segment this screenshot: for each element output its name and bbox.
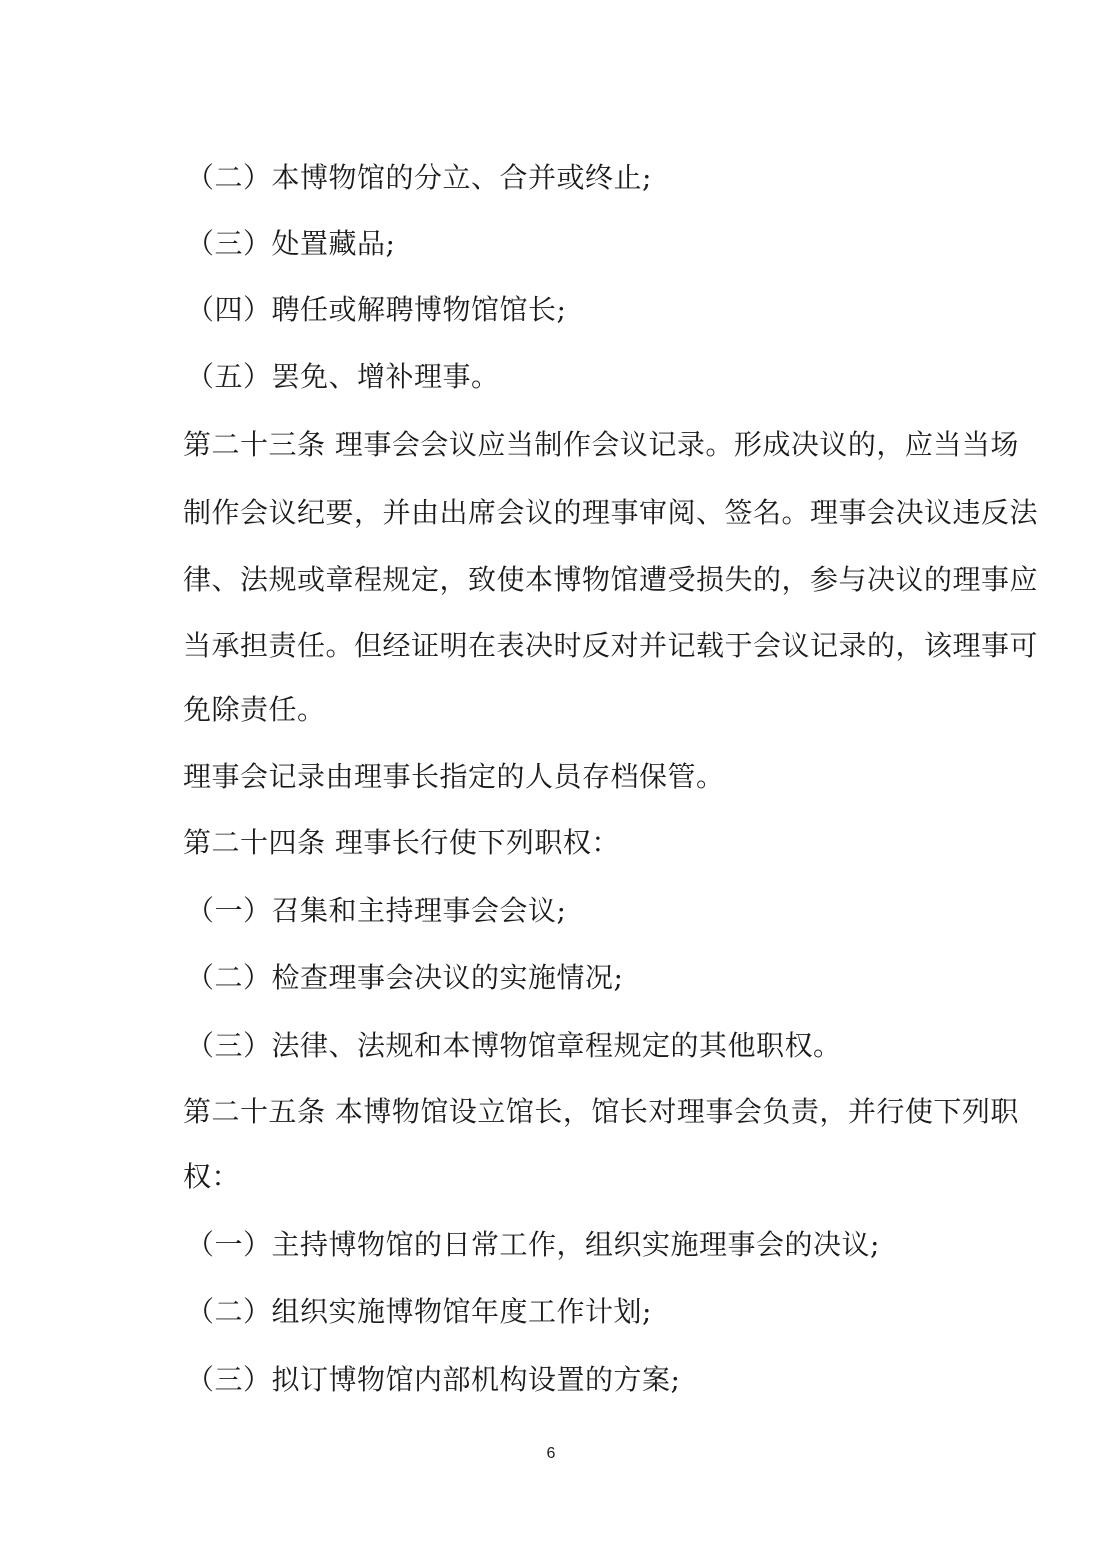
text-line: 理事会记录由理事长指定的人员存档保管。	[183, 760, 725, 793]
text-line: （二）本博物馆的分立、合并或终止;	[186, 161, 652, 194]
text-line: 第二十三条 理事会会议应当制作会议记录。形成决议的，应当当场	[183, 428, 1019, 461]
text-line: （三）处置藏品;	[186, 227, 396, 260]
text-line: （二）检查理事会决议的实施情况;	[186, 961, 624, 994]
text-line: （一）召集和主持理事会会议;	[186, 894, 567, 927]
text-line: （三）拟订博物馆内部机构设置的方案;	[186, 1363, 681, 1396]
page-number: 6	[546, 1445, 556, 1462]
text-line: 免除责任。	[183, 693, 326, 726]
text-line: （四）聘任或解聘博物馆馆长;	[186, 293, 567, 326]
text-line: 律、法规或章程规定，致使本博物馆遭受损失的，参与决议的理事应	[183, 563, 1039, 596]
text-line: 权：	[183, 1160, 241, 1193]
text-line: 第二十五条 本博物馆设立馆长，馆长对理事会负责，并行使下列职	[183, 1095, 1019, 1128]
text-line: （五）罢免、增补理事。	[186, 360, 500, 393]
text-line: 当承担责任。但经证明在表决时反对并记载于会议记录的，该理事可	[183, 629, 1039, 662]
text-line: （三）法律、法规和本博物馆章程规定的其他职权。	[186, 1029, 842, 1062]
text-line: （二）组织实施博物馆年度工作计划;	[186, 1295, 652, 1328]
text-line: 第二十四条 理事长行使下列职权：	[183, 826, 620, 859]
text-line: 制作会议纪要，并由出席会议的理事审阅、签名。理事会决议违反法	[183, 496, 1039, 529]
text-line: （一）主持博物馆的日常工作，组织实施理事会的决议;	[186, 1228, 880, 1261]
